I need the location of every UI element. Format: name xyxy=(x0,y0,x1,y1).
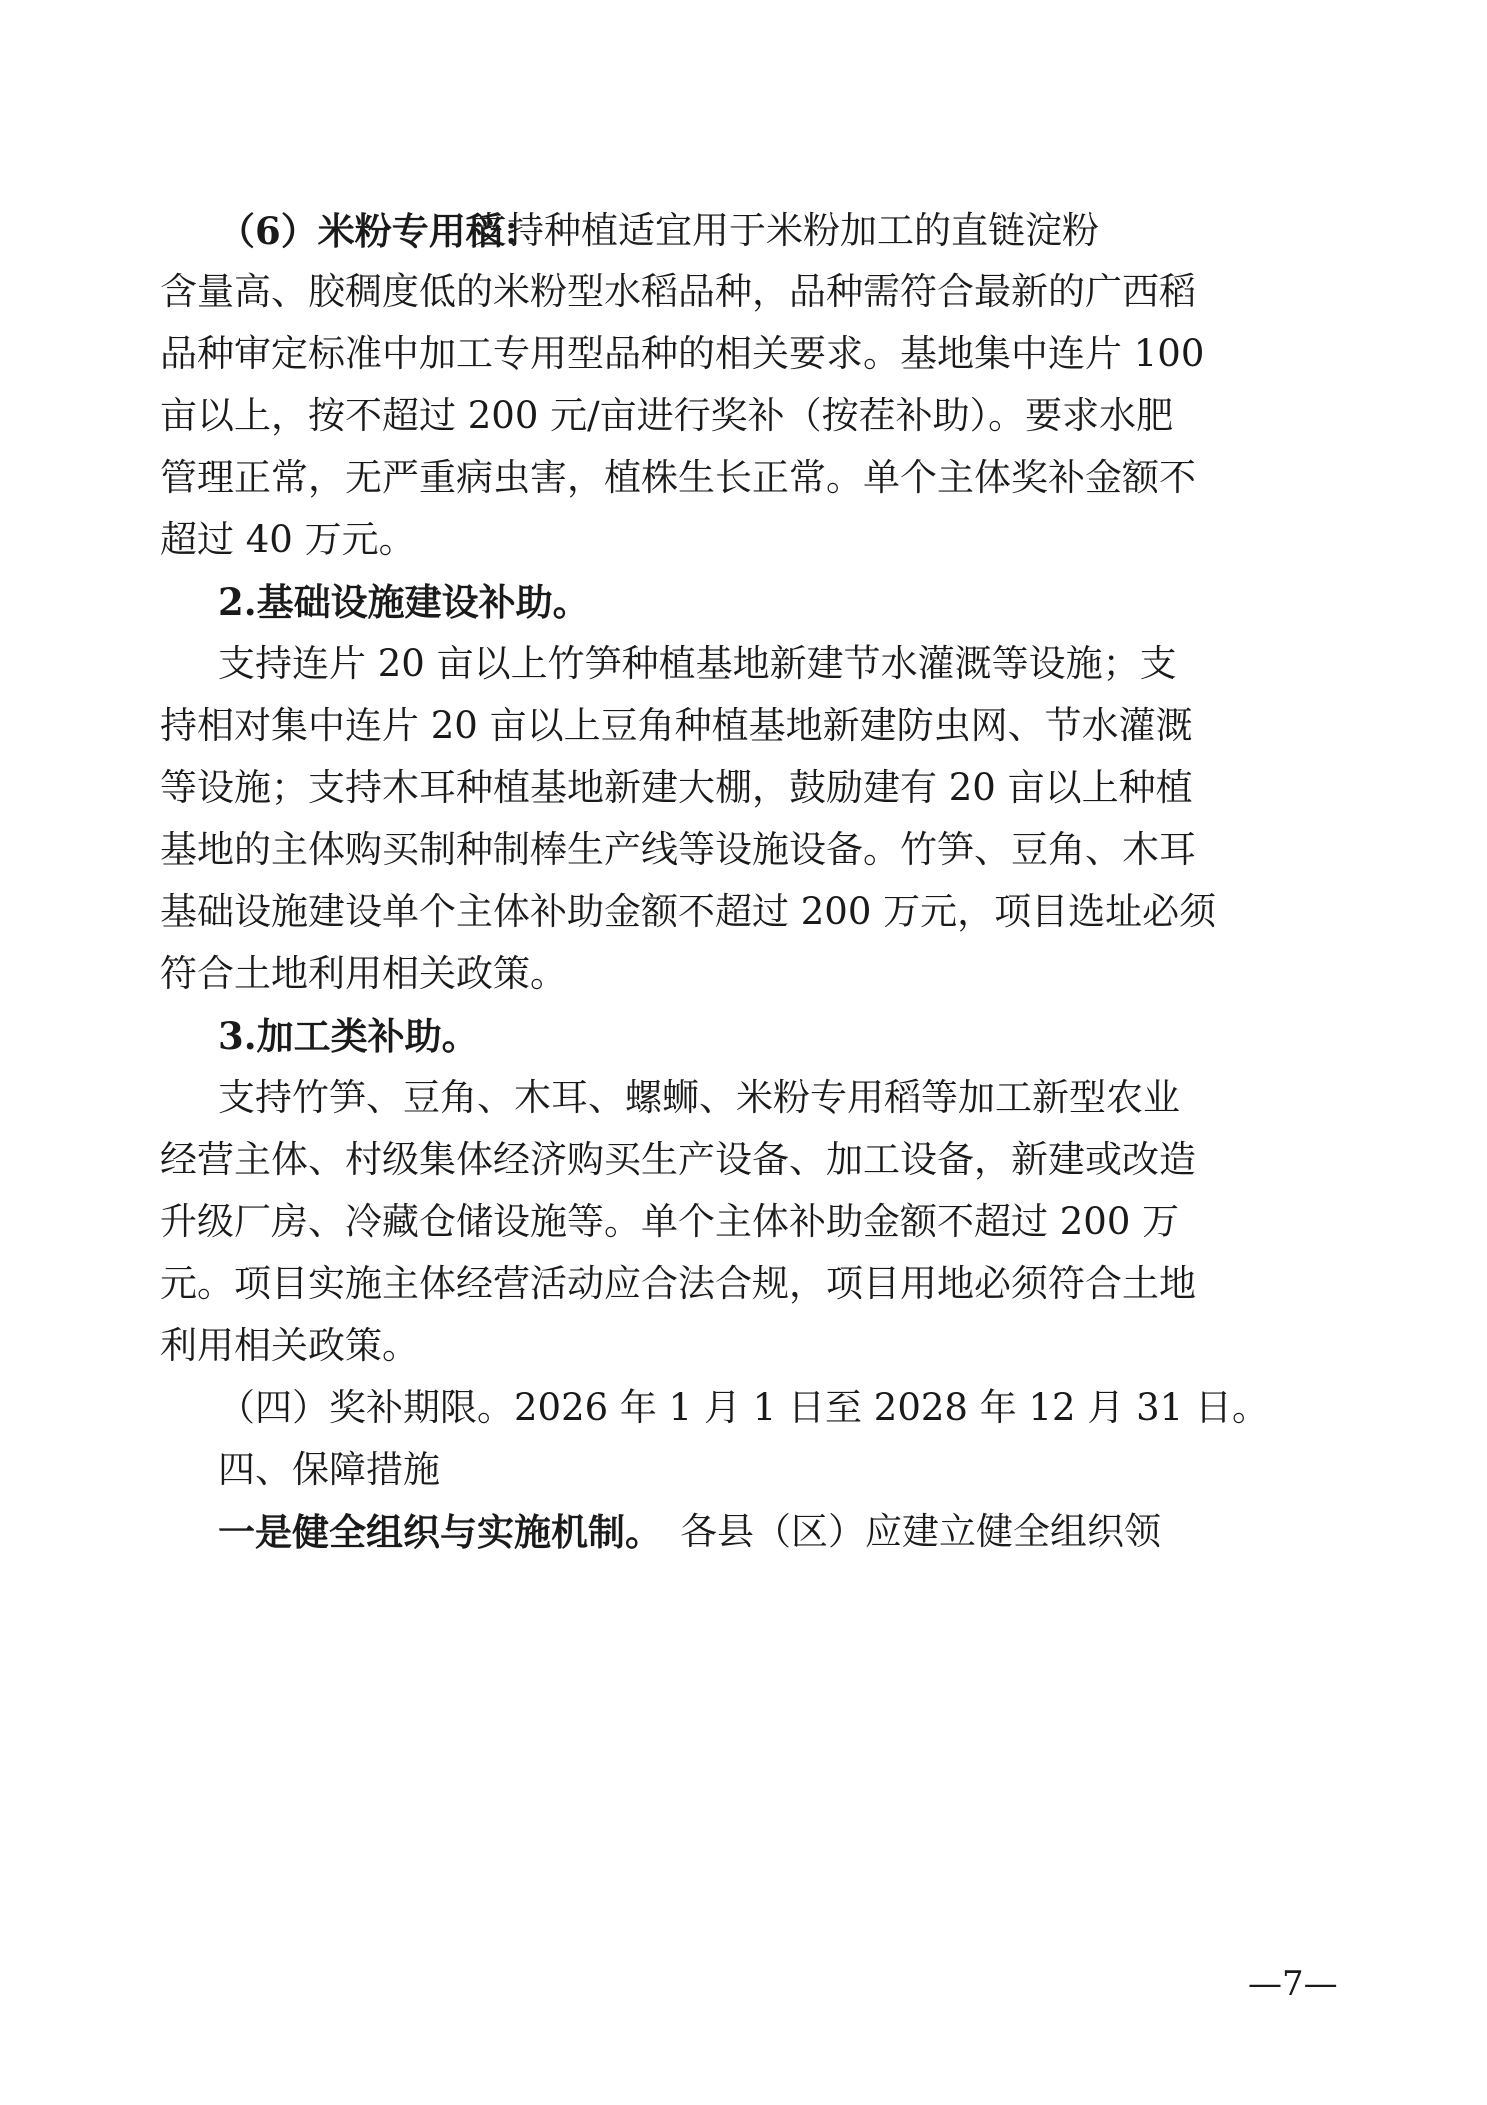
paragraph-line xyxy=(0,698,1487,754)
heading-text: 3.加工类补助。 xyxy=(218,1014,479,1058)
line-text: 基础设施建设单个主体补助金额不超过 200 万元，项目选址必须 xyxy=(160,890,1217,933)
line-text: 等设施；支持木耳种植基地新建大棚，鼓励建有 20 亩以上种植 xyxy=(160,766,1193,809)
page-number: —7— xyxy=(1248,1964,1338,2004)
paragraph-line xyxy=(0,1132,1487,1188)
paragraph-line xyxy=(0,1504,1487,1560)
paragraph-line xyxy=(0,884,1487,940)
line-text: 升级厂房、冷藏仓储设施等。单个主体补助金额不超过 200 万 xyxy=(160,1200,1180,1243)
line-text: 含量高、胶稠度低的米粉型水稻品种，品种需符合最新的广西稻 xyxy=(160,270,1196,313)
line-text: （四）奖补期限。2026 年 1 月 1 日至 2028 年 12 月 31 日。 xyxy=(218,1386,1269,1429)
line-text: 支持连片 20 亩以上竹笋种植基地新建节水灌溉等设施；支 xyxy=(218,642,1177,685)
line-text: 支持竹笋、豆角、木耳、螺蛳、米粉专用稻等加工新型农业 xyxy=(218,1076,1180,1119)
line-text: 基地的主体购买制种制棒生产线等设施设备。竹笋、豆角、木耳 xyxy=(160,828,1196,871)
paragraph-line xyxy=(0,636,1487,692)
paragraph-line xyxy=(0,1318,1487,1374)
paragraph-line xyxy=(0,203,1487,259)
line-text: 亩以上，按不超过 200 元/亩进行奖补（按茬补助）。要求水肥 xyxy=(160,394,1174,437)
line-text: 品种审定标准中加工专用型品种的相关要求。基地集中连片 100 xyxy=(160,332,1205,375)
line-text: 利用相关政策。 xyxy=(160,1324,419,1367)
section-heading xyxy=(0,1442,1487,1498)
paragraph-line xyxy=(0,326,1487,382)
paragraph-line xyxy=(0,1256,1487,1312)
paragraph-line xyxy=(0,822,1487,878)
paragraph-line xyxy=(0,388,1487,444)
paragraph-line xyxy=(0,450,1487,506)
paragraph-line xyxy=(0,1380,1487,1436)
line-text: 符合土地利用相关政策。 xyxy=(160,952,567,995)
item-lead: 一是健全组织与实施机制。 xyxy=(218,1510,662,1554)
section-heading xyxy=(0,1008,1487,1064)
line-text: 元。项目实施主体经营活动应合法合规，项目用地必须符合土地 xyxy=(160,1262,1196,1305)
line-text: 各县（区）应建立健全组织领 xyxy=(680,1510,1161,1553)
paragraph-line xyxy=(0,1070,1487,1126)
paragraph-line xyxy=(0,1194,1487,1250)
item-lead: （6）米粉专用稻： xyxy=(218,209,540,253)
paragraph-line xyxy=(0,946,1487,1002)
paragraph-line xyxy=(0,264,1487,320)
section-heading xyxy=(0,574,1487,630)
line-text: 超过 40 万元。 xyxy=(160,518,416,561)
heading-text: 四、保障措施 xyxy=(218,1448,440,1491)
line-text: 支持种植适宜用于米粉加工的直链淀粉 xyxy=(470,209,1099,252)
heading-text: 2.基础设施建设补助。 xyxy=(218,580,590,624)
line-text: 管理正常，无严重病虫害，植株生长正常。单个主体奖补金额不 xyxy=(160,456,1196,499)
line-text: 经营主体、村级集体经济购买生产设备、加工设备，新建或改造 xyxy=(160,1138,1196,1181)
line-text: 持相对集中连片 20 亩以上豆角种植基地新建防虫网、节水灌溉 xyxy=(160,704,1193,747)
paragraph-line xyxy=(0,512,1487,568)
paragraph-line xyxy=(0,760,1487,816)
